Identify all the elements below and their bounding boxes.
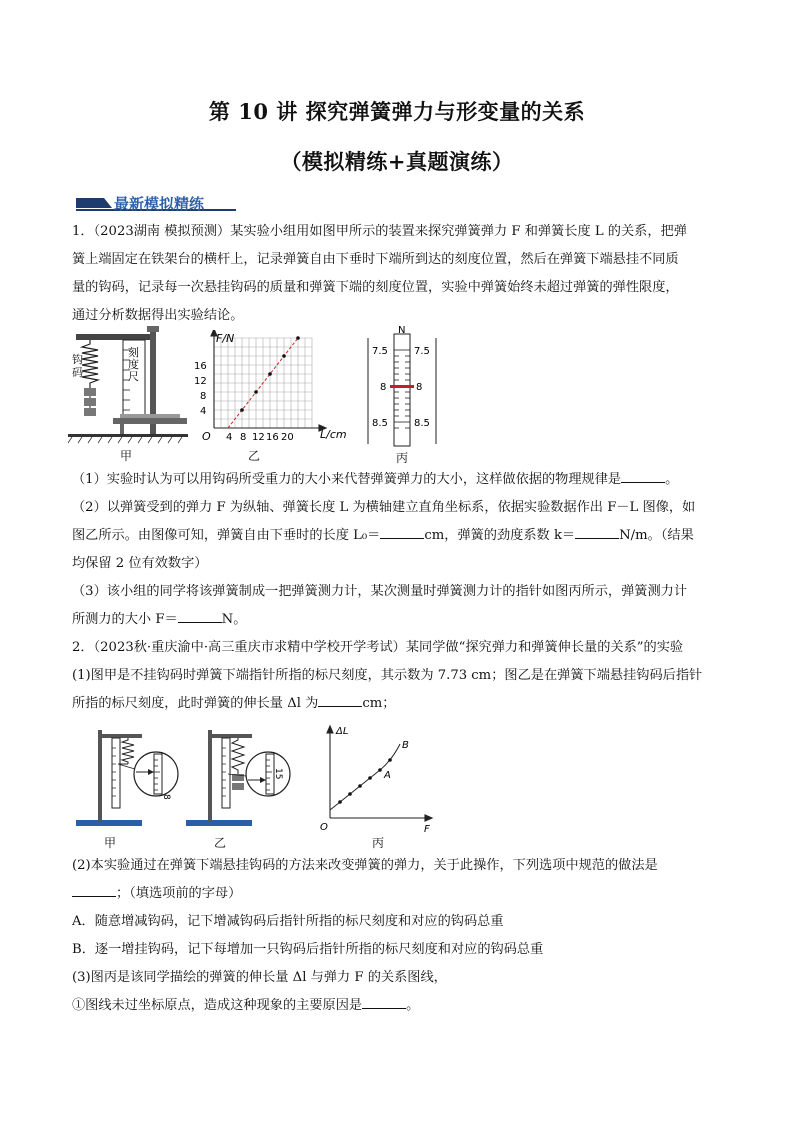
q2-jia-ruler-num: 8 xyxy=(161,794,171,800)
q1-part1-end: 。 xyxy=(665,472,679,487)
q1-part1-text: （1）实验时认为可以用钩码所受重力的大小来代替弹簧弹力的大小，这样做依据的物理规律是 xyxy=(72,472,622,487)
q2-figure-jia xyxy=(72,724,182,828)
q1-part3-end: N。 xyxy=(221,612,247,627)
q2-intro: 2．（2023秋·重庆渝中·高三重庆市求精中学校开学考试）某同学做“探究弹力和弹簧伸长量的关系”的实验 xyxy=(72,640,684,655)
q2-s3-1 xyxy=(72,992,726,1020)
q2-s1-text: 所指的标尺刻度，此时弹簧的伸长量 Δl 为 xyxy=(72,696,319,711)
answer-blank-dl[interactable] xyxy=(318,692,362,707)
scale-unit: N xyxy=(398,326,406,336)
y-tick-12: 12 xyxy=(194,376,207,387)
q1-intro-line3: 量的钩码，记录每一次悬挂钩码的质量和弹簧下端的刻度位置，实验中弹簧始终未超过弹簧的弹性限度， xyxy=(72,280,679,295)
q2-option-a: A．随意增减钩码，记下增减钩码后指针所指的标尺刻度和对应的钩码总重 xyxy=(72,914,504,929)
scale-right-tick-8-5: 8.5 xyxy=(414,418,430,429)
q1-part3-line2 xyxy=(72,606,726,634)
q1-figure-jia xyxy=(68,326,188,464)
scale-left-tick-7-5: 7.5 xyxy=(372,346,388,357)
answer-blank-choice[interactable] xyxy=(72,882,116,897)
section-banner xyxy=(76,194,246,216)
q2-s3-1-text: ①图线未过坐标原点，造成这种现象的主要原因是 xyxy=(72,998,363,1013)
q1-intro-line4: 通过分析数据得出实验结论。 xyxy=(72,308,244,323)
scale-left-tick-8-5: 8.5 xyxy=(372,418,388,429)
q2-s1-line1: (1)图甲是不挂钩码时弹簧下端指针所指的标尺刻度，其示数为 7.73 cm；图乙是在弹簧下端悬挂钩码后指针 xyxy=(72,668,703,683)
q1-part2-line2 xyxy=(72,522,726,550)
q1-part2-text2: cm，弹簧的劲度系数 k＝ xyxy=(424,528,576,543)
x-tick-16: 16 xyxy=(266,432,279,443)
q1-part2-line3: 均保留 2 位有效数字） xyxy=(72,556,208,571)
q2-yi-ruler-num: 15 xyxy=(273,768,283,780)
q2-s1-line2 xyxy=(72,690,726,718)
q1-part2-line1: （2）以弹簧受到的弹力 F 为纵轴、弹簧长度 L 为横轴建立直角坐标系，依据实验数据作出 F－L 图像，如 xyxy=(72,500,696,515)
x-tick-20: 20 xyxy=(281,432,294,443)
scale-left-tick-8: 8 xyxy=(380,382,387,393)
origin-label: O xyxy=(320,822,328,833)
point-a-label: A xyxy=(384,770,391,781)
q1-part2-text: 图乙所示。由图像可知，弹簧自由下垂时的长度 L₀＝ xyxy=(72,528,381,543)
q1-fig-bing-caption: 丙 xyxy=(396,451,409,465)
q1-weights-label: 钩码 xyxy=(72,353,83,379)
answer-blank-l0[interactable] xyxy=(380,524,424,539)
y-axis-label: F/N xyxy=(216,332,235,345)
q2-option-b: B．逐一增挂钩码，记下每增加一只钩码后指针所指的标尺刻度和对应的钩码总重 xyxy=(72,942,544,957)
q2-s3-1-end: 。 xyxy=(406,998,420,1013)
y-axis-label: ΔL xyxy=(336,726,349,737)
y-tick-16: 16 xyxy=(194,361,207,372)
origin-label: O xyxy=(202,430,211,443)
q2-s1-end: cm； xyxy=(362,696,396,711)
q2-s2-text: ；（填选项前的字母） xyxy=(116,886,242,901)
q2-fig-bing-caption: 丙 xyxy=(372,836,385,850)
q1-part2-text3: N/m。（结果 xyxy=(619,528,694,543)
page-title: 第 10 讲 探究弹簧弹力与形变量的关系 xyxy=(208,99,586,124)
answer-blank-k[interactable] xyxy=(575,524,619,539)
y-tick-4: 4 xyxy=(200,406,207,417)
q1-part3-text: 所测力的大小 F＝ xyxy=(72,612,178,627)
answer-blank-reason[interactable] xyxy=(362,994,406,1009)
q1-part1 xyxy=(72,466,726,494)
q2-s2-line2 xyxy=(72,880,726,908)
q1-intro-line2: 簧上端固定在铁架台的横杆上，记录弹簧自由下垂时下端所到达的刻度位置，然后在弹簧下端悬挂不同质 xyxy=(72,252,679,267)
q1-intro-line1: 1．（2023湖南 模拟预测）某实验小组用如图甲所示的装置来探究弹簧弹力 F 和弹簧长度 L 的关系，把弹 xyxy=(72,224,687,239)
answer-blank-f[interactable] xyxy=(178,608,222,623)
q1-fig-yi-caption: 乙 xyxy=(248,449,261,463)
q2-fig-jia-caption: 甲 xyxy=(104,836,117,850)
x-tick-8: 8 xyxy=(240,432,247,443)
q2-figure-bing xyxy=(310,722,440,842)
q1-figure-yi xyxy=(190,330,360,460)
x-axis-label: L/cm xyxy=(320,428,347,441)
x-tick-4: 4 xyxy=(226,432,233,443)
x-tick-12: 12 xyxy=(252,432,265,443)
q2-figure-yi xyxy=(182,724,294,828)
point-b-label: B xyxy=(402,740,409,751)
q2-fig-yi-caption: 乙 xyxy=(214,836,227,850)
q1-part3-line1: （3）该小组的同学将该弹簧制成一把弹簧测力计，某次测量时弹簧测力计的指针如图丙所示，弹簧测力计 xyxy=(72,584,688,599)
x-axis-label: F xyxy=(424,824,430,835)
y-tick-8: 8 xyxy=(200,391,207,402)
answer-blank[interactable] xyxy=(621,468,665,483)
page-subtitle: （模拟精练+真题演练） xyxy=(280,149,514,174)
q2-s3: (3)图丙是该同学描绘的弹簧的伸长量 Δl 与弹力 F 的关系图线， xyxy=(72,970,447,985)
scale-right-tick-8: 8 xyxy=(416,382,423,393)
q1-figure-bing xyxy=(362,326,442,448)
q1-fig-jia-caption: 甲 xyxy=(120,449,133,463)
scale-right-tick-7-5: 7.5 xyxy=(414,346,430,357)
scale-pointer xyxy=(390,385,414,388)
section-label: 最新模拟精练 xyxy=(114,195,205,213)
q2-s2-line1: (2)本实验通过在弹簧下端悬挂钩码的方法来改变弹簧的弹力，关于此操作，下列选项中规范的做法是 xyxy=(72,858,658,873)
ruler-label: 刻度尺 xyxy=(128,346,139,383)
